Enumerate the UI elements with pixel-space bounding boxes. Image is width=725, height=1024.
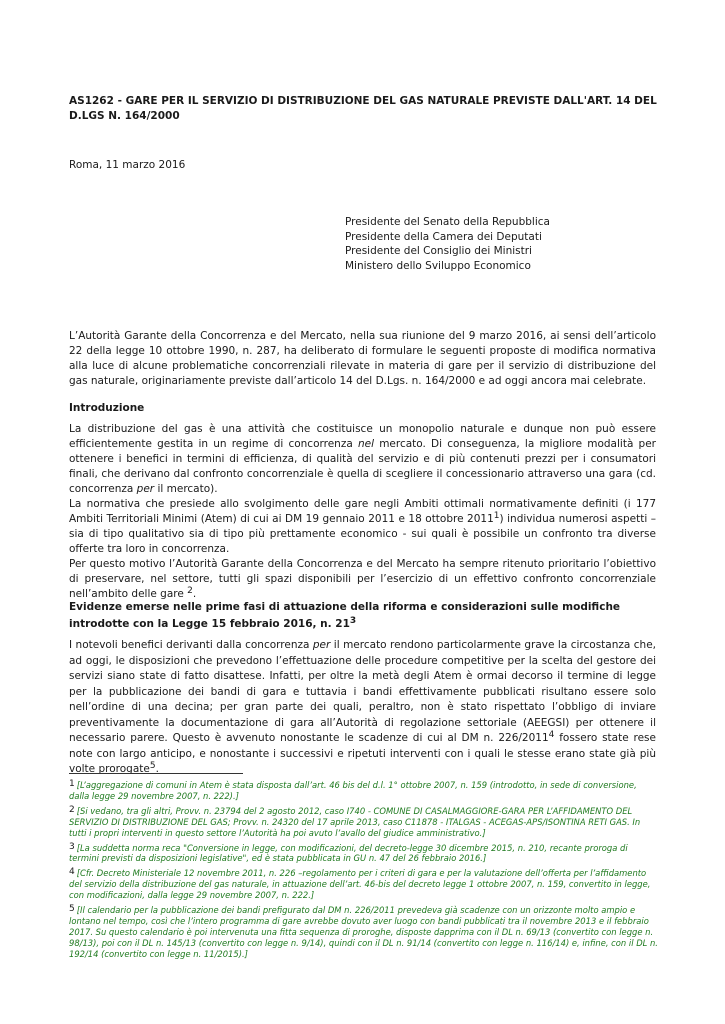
footnote-2: 2 [Si vedano, tra gli altri, Provv. n. 23794 del 2 agosto 2012, caso I740 - COMUNE DI CASALMAGGIORE-GARA PER L’AFFIDAMENTO DEL SERVIZIO DI DISTRIBUZIONE DEL GAS; Provv. n. 24320 del 17 aprile 2013, caso C11878 - ITALGAS - ACEGAS-APS/ISONTINA RETI GAS. In tutti i propri interventi in questo settore l’Autorità ha poi avuto l’avallo del giudice amministrativo.] xyxy=(69,804,641,838)
footnotes-block xyxy=(69,779,659,963)
paragraph: La distribuzione del gas è una attività che costituisce un monopolio naturale e dunque non può essere efficientemente gestita in un regime di concorrenza nel mercato. Di conseguenza, la migliore modalità per ottenere i benefici in termini di efficienza, di qualità del servizio e di più contenuti prezzi per i consumatori finali, che derivano dal confronto concorrenziale è quella di scegliere il concessionario attraverso una gara (cd. concorrenza per il mercato). xyxy=(69,423,656,495)
footnote-4: 4 [Cfr. Decreto Ministeriale 12 novembre 2011, n. 226 –regolamento per i criteri di gara e per la valutazione dell’offerta per l’affidamento del servizio della distribuzione del gas naturale, in attuazione dell’art. 46-bis del decreto legge 1 ottobre 2007, n. 159, convertito in legge, con modificazioni, dalla legge 29 novembre 2007, n. 222.] xyxy=(69,867,651,901)
section-introduzione-content xyxy=(69,422,656,602)
footnote-3: 3 [La suddetta norma reca "Conversione in legge, con modificazioni, del decreto-legge 30 dicembre 2015, n. 210, recante proroga di termini previsti da disposizioni legislative", ed è stata pubblicata in GU n. 47 del 26 febbraio 2016.] xyxy=(69,841,628,864)
document-body xyxy=(69,329,657,775)
paragraph: La normativa che presiede allo svolgimento delle gare negli Ambiti ottimali normativamente definiti (i 177 Ambiti Territoriali Minimi (Atem) di cui ai DM 19 gennaio 2011 e 18 ottobre 20111) individua numerosi aspetti – sia di tipo qualitativo sia di tipo più prettamente economico - sui quali è possibile un confronto tra diverse offerte tra loro in concorrenza. xyxy=(69,498,656,555)
recipient-chamber: Presidente della Camera dei Deputati xyxy=(345,230,542,243)
footnote-ref-5[interactable]: 5 xyxy=(149,761,156,771)
section-heading-evidenze: Evidenze emerse nelle prime fasi di attuazione della riforma e considerazioni sulle modifiche introdotte con la Legge 15 febbraio 2016, n. 213 xyxy=(69,601,621,630)
document-title: AS1262 - GARE PER IL SERVIZIO DI DISTRIBUZIONE DEL GAS NATURALE PREVISTE DALL'ART. 14 DEL D.LGS N. 164/2000 xyxy=(69,95,657,122)
footnote-5: 5 [Il calendario per la pubblicazione dei bandi prefigurato dal DM n. 226/2011 prevedeva già scadenze con un orizzonte molto ampio e lontano nel tempo, così che l’intero programma di gare avrebbe dovuto aver luogo con bandi pubblicati tra il novembre 2013 e il febbraio 2017. Su questo calendario è poi intervenuta una fitta sequenza di proroghe, disposte dapprima con il DL n. 69/13 (convertito con legge n. 98/13), poi con il DL n. 145/13 (convertito con legge n. 9/14), quindi con il DL n. 91/14 (convertito con legge n. 116/14) e, infine, con il DL n. 192/14 (convertito con legge n. 11/2015).] xyxy=(69,904,658,959)
recipient-senate: Presidente del Senato della Repubblica xyxy=(345,216,550,228)
footnote-divider xyxy=(69,773,243,774)
footnote-1: 1 [L’aggregazione di comuni in Atem è stata disposta dall’art. 46 bis del d.l. 1° ottobre 2007, n. 159 (introdotto, in sede di conversione, dalla legge 29 novembre 2007, n. 222).] xyxy=(69,779,637,801)
intro-paragraph: L’Autorità Garante della Concorrenza e del Mercato, nella sua riunione del 9 marzo 2016, ai sensi dell’articolo 22 della legge 10 ottobre 1990, n. 287, ha deliberato di formulare le seguenti proposte di modifica normativa alla luce di alcune problematiche concorrenziali rilevate in materia di gare per il servizio di distribuzione del gas naturale, originariamente previste dall’articolo 14 del D.Lgs. n. 164/2000 e ad oggi ancora mai celebrate. xyxy=(69,330,656,387)
section-evidenze-content xyxy=(69,638,656,778)
paragraph: I notevoli benefici derivanti dalla concorrenza per il mercato rendono particolarmente grave la circostanza che, ad oggi, le disposizioni che prevedono l’effettuazione delle procedure competitive per la scelta del gestore dei servizi siano state di fatto disattese. Infatti, per oltre la metà degli Atem è ormai decorso il termine di legge per la pubblicazione dei bandi di gara e tuttavia i bandi effettivamente pubblicati risultano essere solo nell’ordine di una decina; per gran parte dei quali, peraltro, non è stato rispettato l’obbligo di inviare preventivamente la documentazione di gara all’Autorità di regolazione settoriale (AEEGSI) per ottenere il necessario parere. Questo è avvenuto nonostante le scadenze di cui al DM n. 226/20114 fossero state rese note con largo anticipo, e nonostante i successivi e ripetuti interventi con i quali le stesse erano state già più volte prorogate5. xyxy=(69,639,657,775)
recipient-council: Presidente del Consiglio dei Ministri xyxy=(345,245,532,258)
paragraph: Per questo motivo l’Autorità Garante della Concorrenza e del Mercato ha sempre ritenuto prioritario l’obiettivo di preservare, nel settore, tutti gli spazi disponibili per l’esercizio di un effettivo confronto concorrenziale nell’ambito delle gare 2. xyxy=(69,558,656,600)
recipients-block xyxy=(345,215,550,274)
section-heading-introduzione: Introduzione xyxy=(69,402,145,414)
footnote-ref-4[interactable]: 4 xyxy=(548,730,555,740)
footnote-ref-1[interactable]: 1 xyxy=(493,511,500,521)
footnote-ref-2[interactable]: 2 xyxy=(187,586,193,596)
recipient-ministry: Ministero dello Sviluppo Economico xyxy=(345,260,531,273)
document-date: Roma, 11 marzo 2016 xyxy=(69,159,186,171)
footnote-ref-3[interactable]: 3 xyxy=(349,616,357,626)
